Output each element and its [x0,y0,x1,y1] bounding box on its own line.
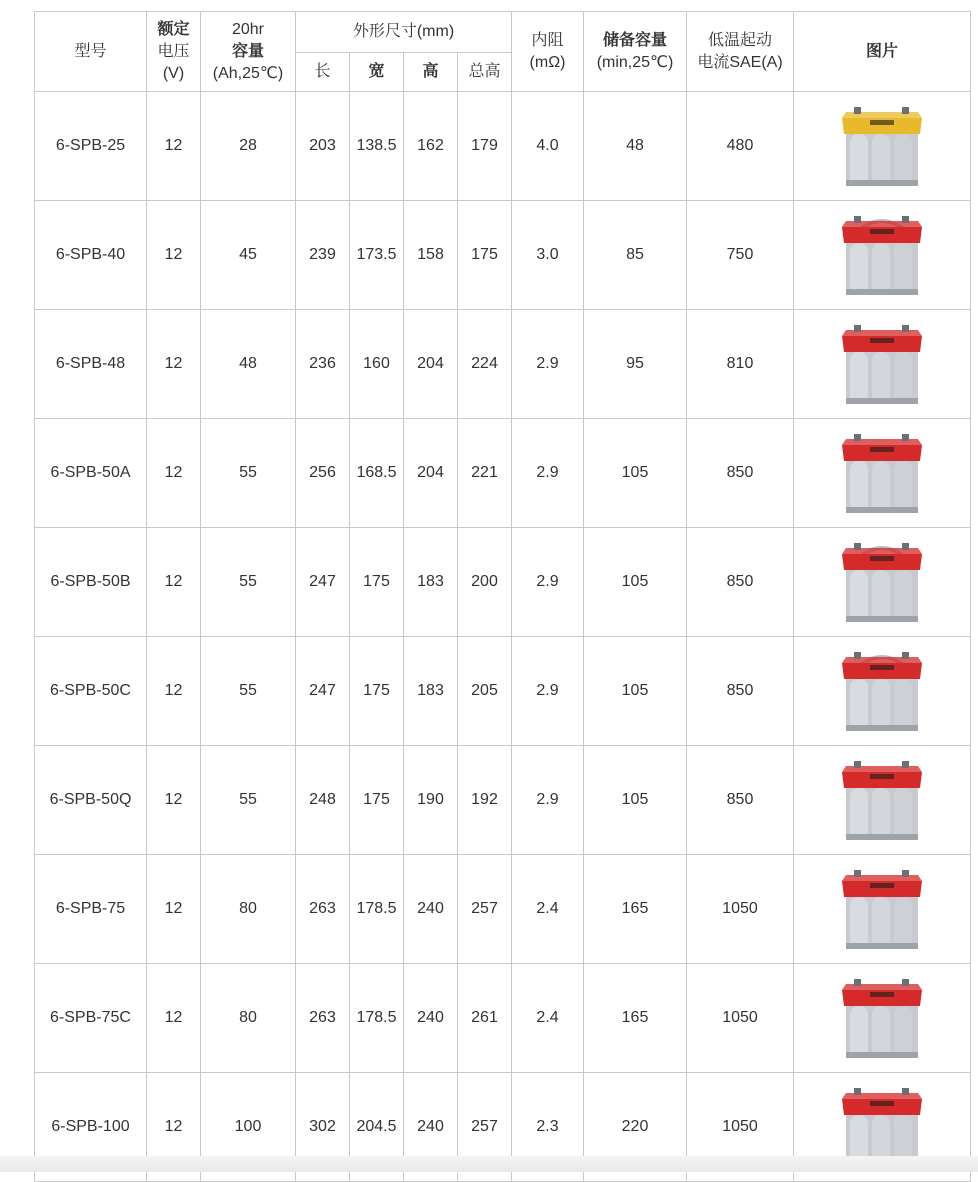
cell-cca: 850 [687,746,794,855]
battery-image [834,100,930,192]
cell-capacity: 45 [201,201,296,310]
cell-reserve-capacity: 48 [584,92,687,201]
table-row [35,92,971,201]
cell-resistance: 2.4 [512,964,584,1073]
cell-reserve-capacity: 85 [584,201,687,310]
battery-image [834,863,930,955]
cell-image [794,855,971,964]
cell-resistance: 2.9 [512,637,584,746]
cell-resistance: 2.9 [512,528,584,637]
cell-height: 240 [404,964,458,1073]
header-resistance: 内阻 (mΩ) [512,12,584,92]
cell-height: 240 [404,1073,458,1182]
battery-image [834,645,930,737]
cell-cca: 810 [687,310,794,419]
cell-cca: 850 [687,528,794,637]
table-header-row [35,12,971,53]
header-reserve-capacity: 储备容量 (min,25℃) [584,12,687,92]
cell-height: 204 [404,419,458,528]
cell-total-height: 221 [458,419,512,528]
cell-image [794,528,971,637]
header-dimensions: 外形尺寸(mm) [296,12,512,53]
cell-length: 256 [296,419,350,528]
cell-resistance: 2.3 [512,1073,584,1182]
cell-reserve-capacity: 105 [584,528,687,637]
cell-width: 160 [350,310,404,419]
cell-image [794,419,971,528]
header-model: 型号 [35,12,147,92]
cell-voltage: 12 [147,419,201,528]
cell-capacity: 55 [201,746,296,855]
table-row [35,419,971,528]
cell-height: 183 [404,637,458,746]
cell-resistance: 3.0 [512,201,584,310]
cell-model: 6-SPB-75 [35,855,147,964]
cell-image [794,92,971,201]
cell-model: 6-SPB-100 [35,1073,147,1182]
table-row [35,201,971,310]
cell-model: 6-SPB-50Q [35,746,147,855]
cell-capacity: 55 [201,528,296,637]
header-cca: 低温起动 电流SAE(A) [687,12,794,92]
table-row [35,964,971,1073]
cell-cca: 1050 [687,855,794,964]
cell-model: 6-SPB-50A [35,419,147,528]
table-row [35,528,971,637]
cell-height: 158 [404,201,458,310]
cell-model: 6-SPB-25 [35,92,147,201]
cell-capacity: 55 [201,637,296,746]
cell-width: 175 [350,746,404,855]
cell-model: 6-SPB-50C [35,637,147,746]
battery-image [834,318,930,410]
cell-capacity: 80 [201,964,296,1073]
cell-reserve-capacity: 105 [584,746,687,855]
cell-length: 239 [296,201,350,310]
header-capacity: 20hr 容量 (Ah,25℃) [201,12,296,92]
cell-reserve-capacity: 165 [584,855,687,964]
table-row [35,746,971,855]
cell-voltage: 12 [147,964,201,1073]
cell-voltage: 12 [147,855,201,964]
battery-image [834,427,930,519]
battery-image [834,972,930,1064]
cell-capacity: 55 [201,419,296,528]
battery-image [834,754,930,846]
cell-capacity: 80 [201,855,296,964]
cell-reserve-capacity: 95 [584,310,687,419]
cell-reserve-capacity: 165 [584,964,687,1073]
cell-cca: 850 [687,637,794,746]
cell-image [794,637,971,746]
cell-width: 204.5 [350,1073,404,1182]
header-length: 长 [296,53,350,92]
cell-width: 168.5 [350,419,404,528]
cell-length: 263 [296,855,350,964]
cell-resistance: 4.0 [512,92,584,201]
cell-total-height: 257 [458,1073,512,1182]
cell-width: 175 [350,528,404,637]
cell-voltage: 12 [147,637,201,746]
battery-image [834,536,930,628]
cell-height: 162 [404,92,458,201]
cell-voltage: 12 [147,746,201,855]
cell-width: 138.5 [350,92,404,201]
cell-height: 204 [404,310,458,419]
cell-voltage: 12 [147,528,201,637]
page-bottom-shade [0,1156,978,1172]
cell-capacity: 48 [201,310,296,419]
header-height: 高 [404,53,458,92]
cell-height: 190 [404,746,458,855]
cell-total-height: 175 [458,201,512,310]
cell-height: 240 [404,855,458,964]
cell-voltage: 12 [147,201,201,310]
cell-length: 247 [296,637,350,746]
cell-model: 6-SPB-50B [35,528,147,637]
cell-total-height: 257 [458,855,512,964]
cell-model: 6-SPB-48 [35,310,147,419]
cell-total-height: 261 [458,964,512,1073]
cell-resistance: 2.4 [512,855,584,964]
cell-cca: 850 [687,419,794,528]
header-width: 宽 [350,53,404,92]
cell-length: 263 [296,964,350,1073]
cell-cca: 750 [687,201,794,310]
cell-width: 178.5 [350,964,404,1073]
cell-reserve-capacity: 105 [584,419,687,528]
cell-total-height: 224 [458,310,512,419]
cell-image [794,964,971,1073]
cell-voltage: 12 [147,310,201,419]
cell-length: 247 [296,528,350,637]
cell-cca: 480 [687,92,794,201]
battery-spec-table [34,11,971,1182]
header-image: 图片 [794,12,971,92]
cell-resistance: 2.9 [512,310,584,419]
cell-total-height: 200 [458,528,512,637]
cell-total-height: 192 [458,746,512,855]
cell-height: 183 [404,528,458,637]
cell-length: 302 [296,1073,350,1182]
cell-capacity: 100 [201,1073,296,1182]
table-row [35,855,971,964]
table-row [35,310,971,419]
cell-resistance: 2.9 [512,419,584,528]
cell-reserve-capacity: 105 [584,637,687,746]
cell-model: 6-SPB-75C [35,964,147,1073]
cell-length: 248 [296,746,350,855]
cell-width: 175 [350,637,404,746]
cell-length: 203 [296,92,350,201]
table-row [35,637,971,746]
cell-voltage: 12 [147,1073,201,1182]
header-total-height: 总高 [458,53,512,92]
cell-total-height: 179 [458,92,512,201]
battery-image [834,209,930,301]
cell-image [794,310,971,419]
cell-capacity: 28 [201,92,296,201]
cell-image [794,746,971,855]
cell-cca: 1050 [687,1073,794,1182]
cell-reserve-capacity: 220 [584,1073,687,1182]
cell-total-height: 205 [458,637,512,746]
cell-voltage: 12 [147,92,201,201]
cell-width: 173.5 [350,201,404,310]
header-voltage: 额定 电压 (V) [147,12,201,92]
cell-resistance: 2.9 [512,746,584,855]
cell-image [794,201,971,310]
cell-length: 236 [296,310,350,419]
cell-cca: 1050 [687,964,794,1073]
cell-width: 178.5 [350,855,404,964]
cell-model: 6-SPB-40 [35,201,147,310]
